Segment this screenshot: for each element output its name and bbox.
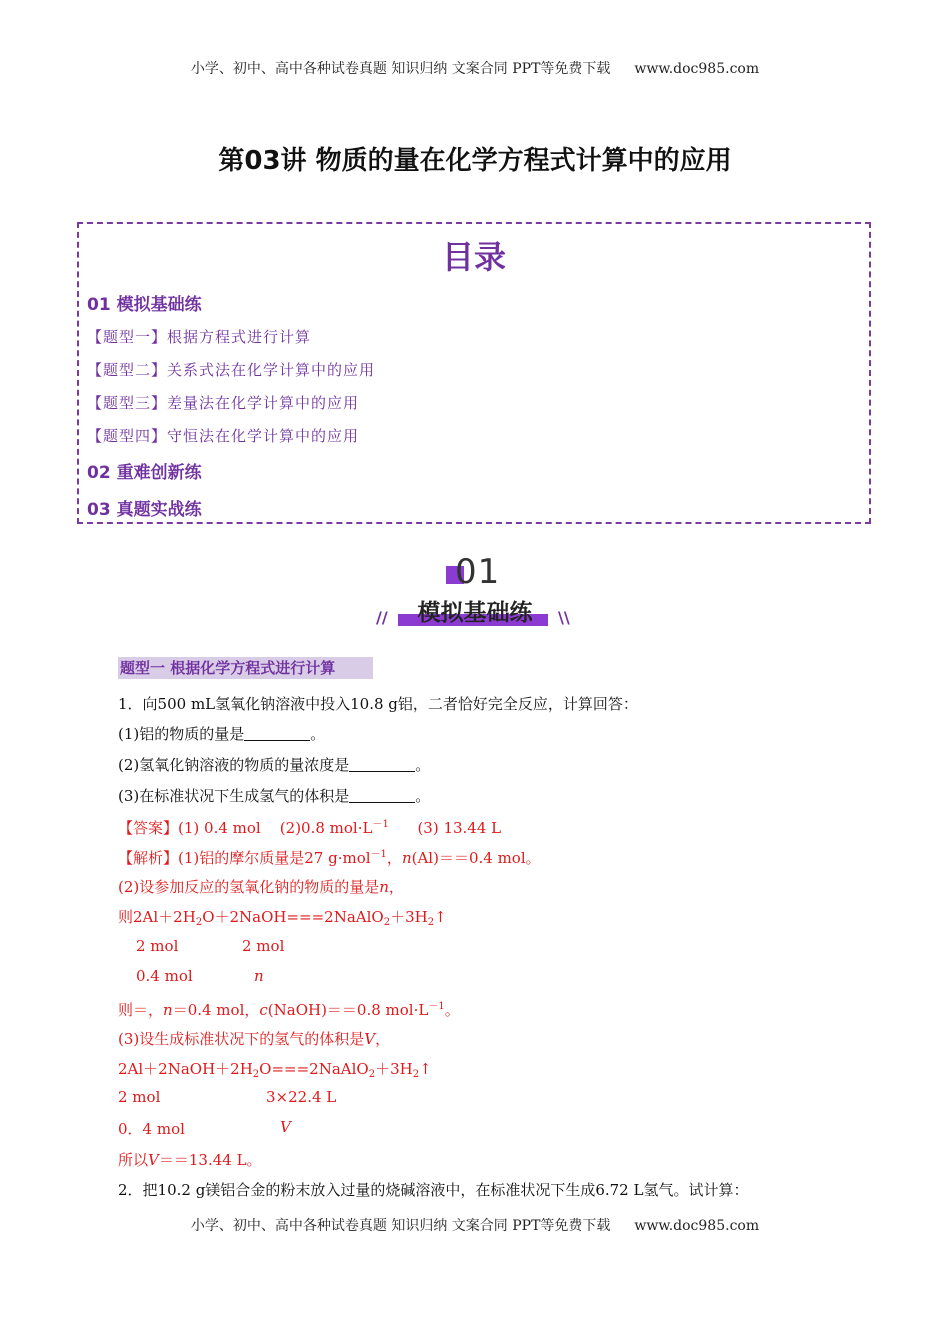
page-footer xyxy=(0,1215,950,1235)
toc-item-4[interactable]: 【题型四】守恒法在化学计算中的应用 xyxy=(87,427,360,445)
equation-1: 则$2Al+2H_2O+2NaOH===2NaAlO_2+3H_2↑$ xyxy=(118,908,447,928)
q2-stem: 2．把10.2 g镁铝合金的粉末放入过量的烧碱溶液中，在标准状况下生成6.72 L氢气。试计算： xyxy=(118,1181,749,1199)
toc-heading: 目录 xyxy=(441,238,506,276)
banner-right-mark: \\ xyxy=(558,608,570,627)
analysis-line-3: 则＝，n＝0.4 mol，c(NaOH)＝＝0.8 $mol\cdot L^{-1}$。 xyxy=(118,1001,460,1019)
ratio-row-3a: 2 mol xyxy=(118,1088,161,1106)
toc-section-3[interactable]: 03 真题实战练 xyxy=(87,500,202,520)
footer-site[interactable]: www.doc985.com xyxy=(634,1218,760,1234)
q1-stem: 1．向500 mL氢氧化钠溶液中投入10.8 g铝，二者恰好完全反应，计算回答： xyxy=(118,695,638,713)
analysis-line-2: (2)设参加反应的氢氧化钠的物质的量是n， xyxy=(118,878,404,896)
banner-left-mark: // xyxy=(376,608,388,627)
q1-part1: (1)铝的物质的量是 。 xyxy=(118,725,326,743)
equation-2: $2Al+2NaOH+2H_2O===2NaAlO_2+3H_2↑$ xyxy=(118,1060,432,1080)
toc-item-2[interactable]: 【题型二】关系式法在化学计算中的应用 xyxy=(87,361,376,379)
answer-blank[interactable] xyxy=(349,788,415,803)
question-type-heading: 题型一 根据化学方程式进行计算 xyxy=(118,657,373,679)
answer-blank[interactable] xyxy=(244,726,310,741)
table-of-contents xyxy=(77,222,871,524)
q1-part3: (3)在标准状况下生成氢气的体积是 。 xyxy=(118,787,431,805)
ratio-row-1b: 2 mol xyxy=(242,937,285,955)
q1-part2: (2)氢氧化钠溶液的物质的量浓度是 。 xyxy=(118,756,431,774)
ratio-row-4b: V xyxy=(280,1118,291,1136)
banner-label: 模拟基础练 xyxy=(417,600,533,626)
answer-label: 【答案】 xyxy=(118,819,179,837)
ratio-row-2a: 0.4 mol xyxy=(136,967,193,985)
page-header xyxy=(0,58,950,78)
toc-item-3[interactable]: 【题型三】差量法在化学计算中的应用 xyxy=(87,394,360,412)
ratio-row-1a: 2 mol xyxy=(136,937,179,955)
page-title: 第03讲 物质的量在化学方程式计算中的应用 xyxy=(218,146,732,176)
header-site[interactable]: www.doc985.com xyxy=(634,61,760,77)
analysis-line-4: (3)设生成标准状况下的氢气的体积是V， xyxy=(118,1030,391,1048)
footer-text: 小学、初中、高中各种试卷真题 知识归纳 文案合同 PPT等免费下载 xyxy=(190,1218,611,1234)
analysis-label: 【解析】 xyxy=(118,849,179,867)
banner-number: 01 xyxy=(455,552,501,592)
section-banner xyxy=(0,550,950,640)
toc-item-1[interactable]: 【题型一】根据方程式进行计算 xyxy=(87,328,312,346)
answer-line: 【答案】(1) 0.4 mol (2)0.8 $mol\cdot L^{-1}$ (3) 13.44 L xyxy=(118,819,502,837)
analysis-line-1: 【解析】(1)铝的摩尔质量是27 g·mol$^{-1}$，n(Al)＝＝0.4 mol。 xyxy=(118,849,541,867)
ratio-row-4a: 0．4 mol xyxy=(118,1120,185,1138)
ratio-row-3b: 3×22.4 L xyxy=(266,1088,337,1106)
toc-section-1[interactable]: 01 模拟基础练 xyxy=(87,295,202,315)
header-text: 小学、初中、高中各种试卷真题 知识归纳 文案合同 PPT等免费下载 xyxy=(190,61,611,77)
toc-section-2[interactable]: 02 重难创新练 xyxy=(87,463,202,483)
answer-blank[interactable] xyxy=(349,757,415,772)
analysis-line-5: 所以V＝＝13.44 L。 xyxy=(118,1151,262,1169)
ratio-row-2b: n xyxy=(254,967,264,985)
